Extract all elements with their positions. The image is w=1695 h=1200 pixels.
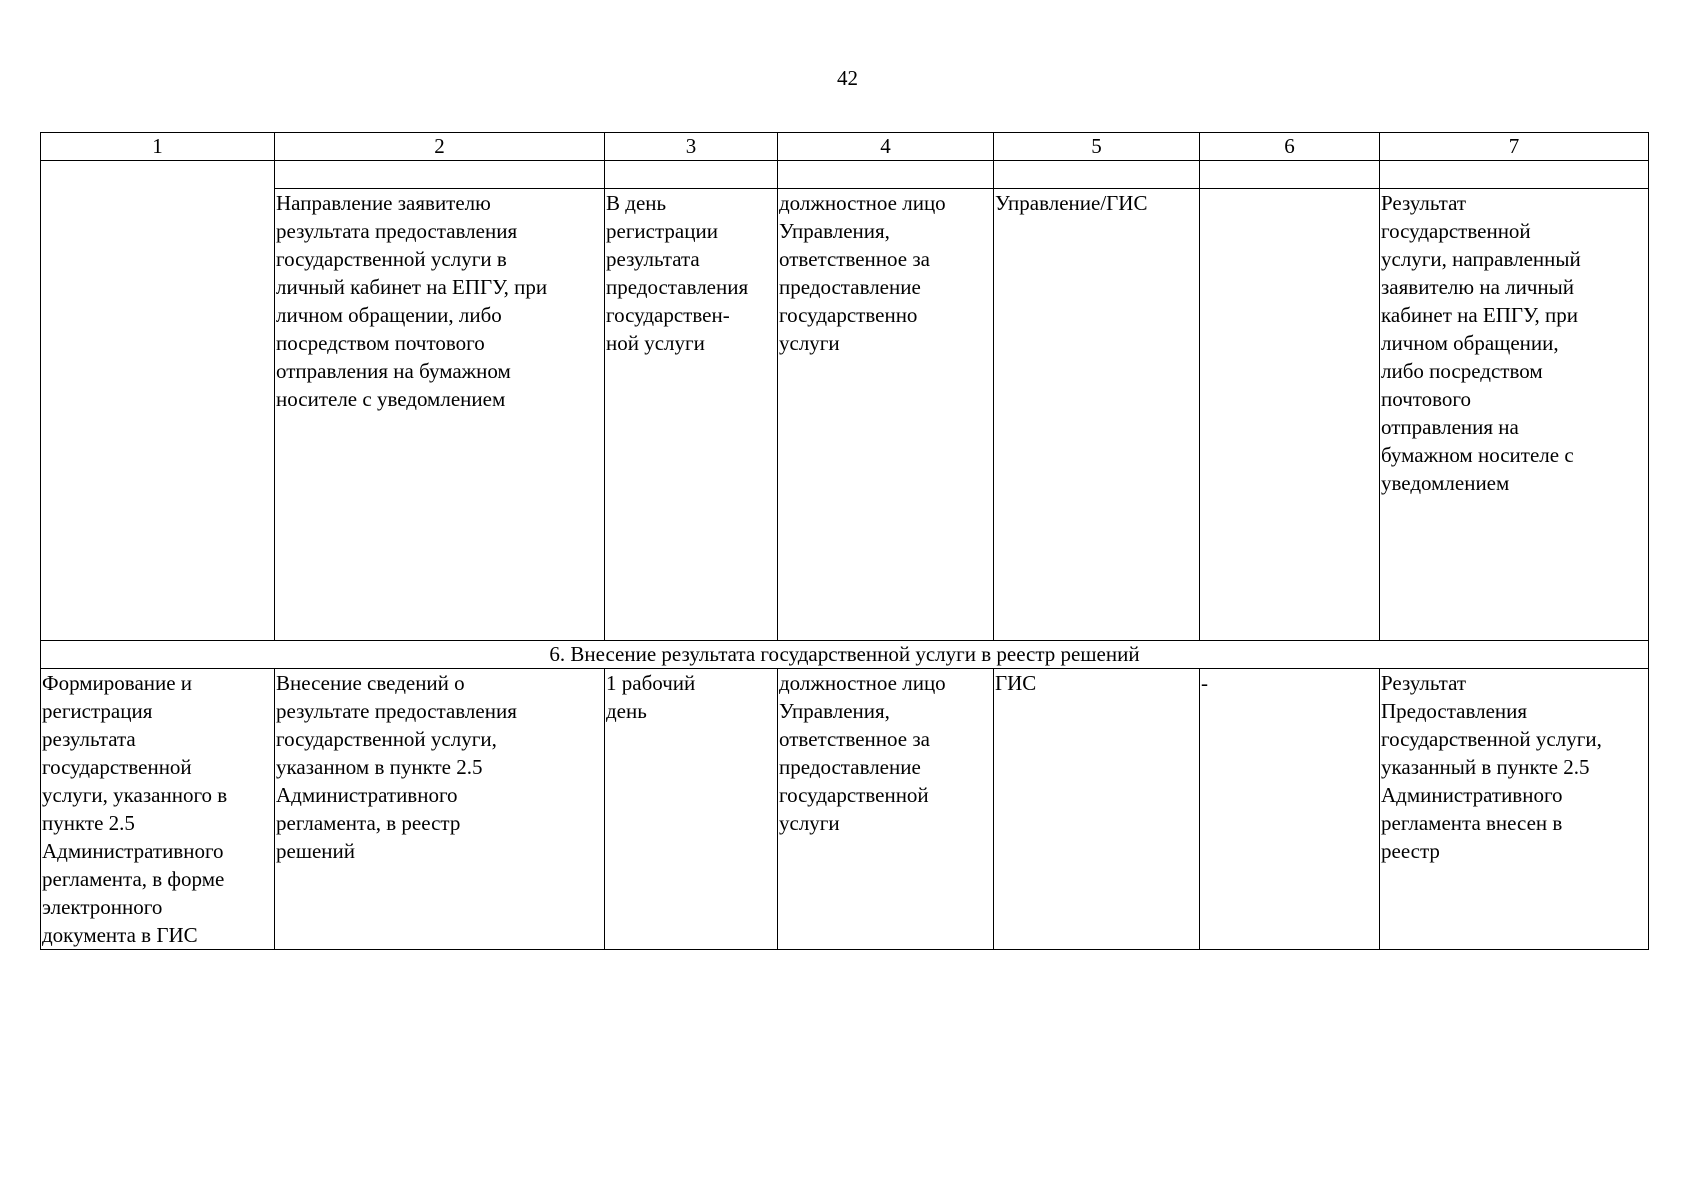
term-text: В день регистрации результата предоставления государствен- ной услуги <box>606 191 749 355</box>
procedure-table <box>40 132 1649 950</box>
responsible-text: должностное лицо Управления, ответственное за предоставление государственно услуги <box>779 191 946 355</box>
table-cell-result <box>1380 189 1649 641</box>
table-cell-spacer <box>994 161 1200 189</box>
column-number-1: 1 <box>41 133 275 161</box>
table-row-spacer <box>41 161 1649 189</box>
column-number-3: 3 <box>605 133 778 161</box>
table-cell-spacer <box>275 161 605 189</box>
table-cell-action <box>275 189 605 641</box>
section-title-row <box>41 641 1649 669</box>
section-title: 6. Внесение результата государственной услуги в реестр решений <box>41 641 1649 669</box>
term-text: 1 рабочий день <box>606 671 696 723</box>
table-cell-criteria <box>1200 189 1380 641</box>
table-cell-action <box>275 669 605 950</box>
table-row <box>41 669 1649 950</box>
result-text: Результат Предоставления государственной услуги, указанный в пункте 2.5 Административного регламента внесен в реестр <box>1381 671 1602 863</box>
table-cell-result <box>1380 669 1649 950</box>
page-number: 42 <box>837 66 858 90</box>
place-text: ГИС <box>995 671 1037 695</box>
table-row <box>41 189 1649 641</box>
column-number-5: 5 <box>994 133 1200 161</box>
responsible-text: должностное лицо Управления, ответственное за предоставление государственной услуги <box>779 671 946 835</box>
table-cell-spacer <box>1380 161 1649 189</box>
result-text: Результат государственной услуги, направленный заявителю на личный кабинет на ЕПГУ, при личном обращении, либо посредством почтового отправления на бумажном носителе с уведомлением <box>1381 191 1581 495</box>
column-number-header <box>41 133 1649 161</box>
column-number-7: 7 <box>1380 133 1649 161</box>
table-cell-spacer <box>605 161 778 189</box>
table-cell-responsible <box>778 189 994 641</box>
basis-text: Формирование и регистрация результата государственной услуги, указанного в пункте 2.5 Административного регламента, в форме электронного документа в ГИС <box>42 671 228 947</box>
criteria-text: - <box>1201 671 1208 695</box>
table-cell-term <box>605 189 778 641</box>
table-cell-basis <box>41 669 275 950</box>
table-cell-place <box>994 669 1200 950</box>
column-number-2: 2 <box>275 133 605 161</box>
place-text: Управление/ГИС <box>995 191 1148 215</box>
table-cell-spacer <box>1200 161 1380 189</box>
table-cell-place <box>994 189 1200 641</box>
action-text: Направление заявителю результата предоставления государственной услуги в личный кабинет на ЕПГУ, при личном обращении, либо посредством почтового отправления на бумажном носителе с уведомлением <box>276 191 548 411</box>
table-cell-criteria <box>1200 669 1380 950</box>
table-cell-responsible <box>778 669 994 950</box>
table-cell-spacer <box>778 161 994 189</box>
column-number-6: 6 <box>1200 133 1380 161</box>
action-text: Внесение сведений о результате предоставления государственной услуги, указанном в пункте 2.5 Административного регламента, в реестр решений <box>276 671 517 863</box>
column-number-4: 4 <box>778 133 994 161</box>
table-cell-main-col1 <box>41 161 275 641</box>
table-cell-term <box>605 669 778 950</box>
